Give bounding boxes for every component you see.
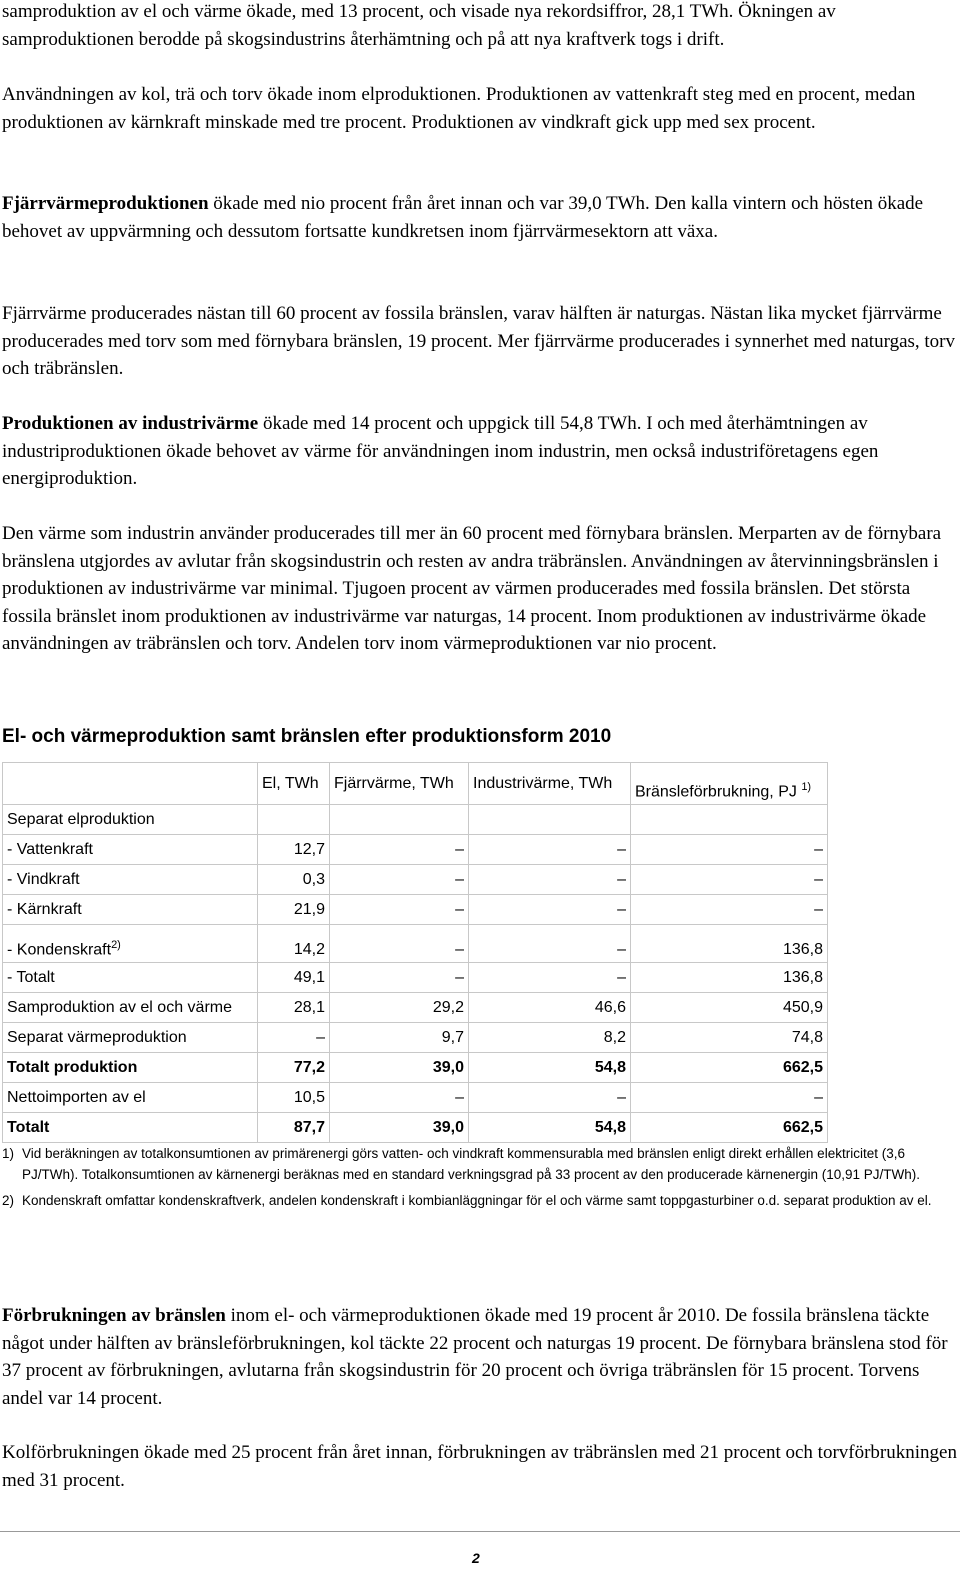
- cell-district-heat: –: [330, 963, 469, 993]
- cell-fuel: 662,5: [631, 1053, 828, 1083]
- cell-industrial-heat: 54,8: [469, 1053, 631, 1083]
- paragraph-electricity-sources: Användningen av kol, trä och torv ökade inom elproduktionen. Produktionen av vattenkraft steg med en procent, medan produktionen av kärnkraft minskade med tre procent. Produktionen av vindkraft gick upp med sex procent.: [2, 84, 916, 133]
- cell-fuel: 136,8: [631, 925, 828, 963]
- paragraph-district-heating-fuels: Fjärrvärme producerades nästan till 60 procent av fossila bränslen, varav hälften är naturgas. Nästan lika mycket fjärrvärme producerades med torv som med förnybara bränslen, 19 procent. Mer fjärrvärme producerades i synnerhet med naturgas, torv och träbränslen.: [2, 303, 956, 379]
- paragraph-industrial-heat: [2, 410, 958, 493]
- table-row: [3, 963, 828, 993]
- paragraph-industrial-fuels: Den värme som industrin använder producerades till mer än 60 procent med förnybara bränslen. Merparten av de förnybara bränslena utgjordes av avlutar från skogsindustrin och resten av andra träbränslen. Användningen av återvinningsbränslen i produktionen av industrivärme var minimal. Tjugoen procent av värmen producerades med fossila bränslen. Det största fossila bränslet inom produktionen av industrivärme var naturgas, 14 procent. Inom produktionen av industrivärme ökade användningen av träbränslen och torv. Andelen torv inom värmeproduktionen var nio procent.: [2, 523, 942, 654]
- footnote-text: Vid beräkningen av totalkonsumtionen av primärenergi görs vatten- och vindkraft kommensurabla med bränslen enligt direkt erhållen elektricitet (3,6 PJ/TWh). Totalkonsumtionen av kärnenergi beräknas med en standard verkningsgrad på 33 procent av den producerade kärnenergin (10,91 PJ/TWh).: [22, 1146, 921, 1182]
- cell-district-heat: –: [330, 835, 469, 865]
- row-label: Totalt produktion: [3, 1053, 258, 1083]
- cell-industrial-heat: [469, 805, 631, 835]
- cell-district-heat: [330, 805, 469, 835]
- cell-district-heat: –: [330, 925, 469, 963]
- cell-el: 14,2: [258, 925, 330, 963]
- cell-industrial-heat: –: [469, 865, 631, 895]
- cell-industrial-heat: 54,8: [469, 1113, 631, 1143]
- column-header-fuel: [631, 763, 828, 805]
- row-label: - Totalt: [3, 963, 258, 993]
- cell-industrial-heat: –: [469, 835, 631, 865]
- cell-fuel: 136,8: [631, 963, 828, 993]
- column-header-district-heat: Fjärrvärme, TWh: [330, 763, 469, 805]
- paragraph-cogeneration: samproduktion av el och värme ökade, med 13 procent, och visade nya rekordsiffror, 28,1 TWh. Ökningen av samproduktionen berodde på skogsindustrins återhämtning och på att nya kraftverk togs i drift.: [2, 1, 836, 50]
- footer-divider: [0, 1531, 960, 1532]
- cell-fuel: 450,9: [631, 993, 828, 1023]
- cell-district-heat: 9,7: [330, 1023, 469, 1053]
- cell-fuel: 74,8: [631, 1023, 828, 1053]
- cell-el: [258, 805, 330, 835]
- heading-fuel-consumption: Förbrukningen av bränslen: [2, 1305, 226, 1326]
- cell-industrial-heat: –: [469, 1083, 631, 1113]
- footnote-ref: 2): [111, 938, 121, 951]
- cell-industrial-heat: 8,2: [469, 1023, 631, 1053]
- cell-el: 49,1: [258, 963, 330, 993]
- cell-industrial-heat: –: [469, 963, 631, 993]
- text-fuel-consumption: inom el- och värmeproduktionen ökade med 19 procent år 2010. De fossila bränslena täckte något under hälften av bränsleförbrukningen, kol täckte 22 procent och naturgas 19 procent. De förnybara bränslena stod för 37 procent av förbrukningen, avlutarna från skogsindustrin för 20 procent och övriga träbränslen för 15 procent. Torvens andel var 14 procent.: [2, 1305, 948, 1409]
- text-industrial-heat: ökade med 14 procent och uppgick till 54,8 TWh. I och med återhämtningen av industriproduktionen ökade behovet av värme för användningen inom industrin, men också industriföretagens egen energiproduktion.: [2, 413, 879, 489]
- cell-fuel: [631, 805, 828, 835]
- footnote-ref: 1): [801, 780, 812, 793]
- row-label: - Kärnkraft: [3, 895, 258, 925]
- production-table: [2, 762, 828, 1143]
- table-row: [3, 1113, 828, 1143]
- cell-fuel: –: [631, 865, 828, 895]
- paragraph-fuel-consumption: [2, 1302, 958, 1412]
- row-label: Samproduktion av el och värme: [3, 993, 258, 1023]
- footnote-mark: 2): [2, 1193, 15, 1208]
- table-row: [3, 1083, 828, 1113]
- table-header-row: [3, 763, 828, 805]
- cell-district-heat: 29,2: [330, 993, 469, 1023]
- cell-el: 0,3: [258, 865, 330, 895]
- paragraph-coal-consumption: Kolförbrukningen ökade med 25 procent från året innan, förbrukningen av träbränslen med 21 procent och torvförbrukningen med 31 procent.: [2, 1442, 957, 1491]
- footnote-mark: 1): [2, 1146, 15, 1161]
- table-row: [3, 1053, 828, 1083]
- cell-fuel: –: [631, 1083, 828, 1113]
- paragraph-district-heating: [2, 190, 958, 245]
- column-header-industrial-heat: Industrivärme, TWh: [469, 763, 631, 805]
- cell-industrial-heat: –: [469, 895, 631, 925]
- column-header-fuel-label: Bränsleförbrukning, PJ: [635, 783, 797, 800]
- row-label-text: - Kondenskraft: [7, 941, 112, 958]
- table-row: [3, 1023, 828, 1053]
- footnote: [2, 1191, 958, 1212]
- cell-district-heat: –: [330, 895, 469, 925]
- table-title: El- och värmeproduktion samt bränslen efter produktionsform 2010: [2, 726, 612, 747]
- row-label: Separat elproduktion: [3, 805, 258, 835]
- cell-el: 28,1: [258, 993, 330, 1023]
- page-number: 2: [472, 1550, 480, 1566]
- table-row: [3, 993, 828, 1023]
- footnotes: [2, 1144, 958, 1218]
- cell-el: 77,2: [258, 1053, 330, 1083]
- row-label: Totalt: [3, 1113, 258, 1143]
- cell-fuel: –: [631, 895, 828, 925]
- table-row: [3, 865, 828, 895]
- row-label: Nettoimporten av el: [3, 1083, 258, 1113]
- table-row: [3, 835, 828, 865]
- column-header-label: [3, 763, 258, 805]
- cell-district-heat: –: [330, 865, 469, 895]
- cell-district-heat: 39,0: [330, 1113, 469, 1143]
- cell-industrial-heat: –: [469, 925, 631, 963]
- cell-district-heat: –: [330, 1083, 469, 1113]
- cell-el: 12,7: [258, 835, 330, 865]
- footnote-text: Kondenskraft omfattar kondenskraftverk, andelen kondenskraft i kombianläggningar för el och värme samt toppgasturbiner o.d. separat produktion av el.: [22, 1193, 932, 1208]
- row-label: - Vindkraft: [3, 865, 258, 895]
- cell-district-heat: 39,0: [330, 1053, 469, 1083]
- row-label: - Vattenkraft: [3, 835, 258, 865]
- row-label: Separat värmeproduktion: [3, 1023, 258, 1053]
- heading-industrial-heat: Produktionen av industrivärme: [2, 413, 259, 434]
- cell-el: 10,5: [258, 1083, 330, 1113]
- cell-industrial-heat: 46,6: [469, 993, 631, 1023]
- cell-el: 87,7: [258, 1113, 330, 1143]
- cell-fuel: 662,5: [631, 1113, 828, 1143]
- heading-district-heating: Fjärrvärmeproduktionen: [2, 193, 209, 214]
- table-row: [3, 895, 828, 925]
- text-district-heating: ökade med nio procent från året innan och var 39,0 TWh. Den kalla vintern och hösten ökade behovet av uppvärmning och dessutom fortsatte kundkretsen inom fjärrvärmesektorn att växa.: [2, 193, 924, 242]
- table-row: [3, 805, 828, 835]
- column-header-el: El, TWh: [258, 763, 330, 805]
- table-row: [3, 925, 828, 963]
- cell-el: –: [258, 1023, 330, 1053]
- cell-fuel: –: [631, 835, 828, 865]
- cell-el: 21,9: [258, 895, 330, 925]
- footnote: [2, 1144, 958, 1185]
- row-label: [3, 925, 258, 963]
